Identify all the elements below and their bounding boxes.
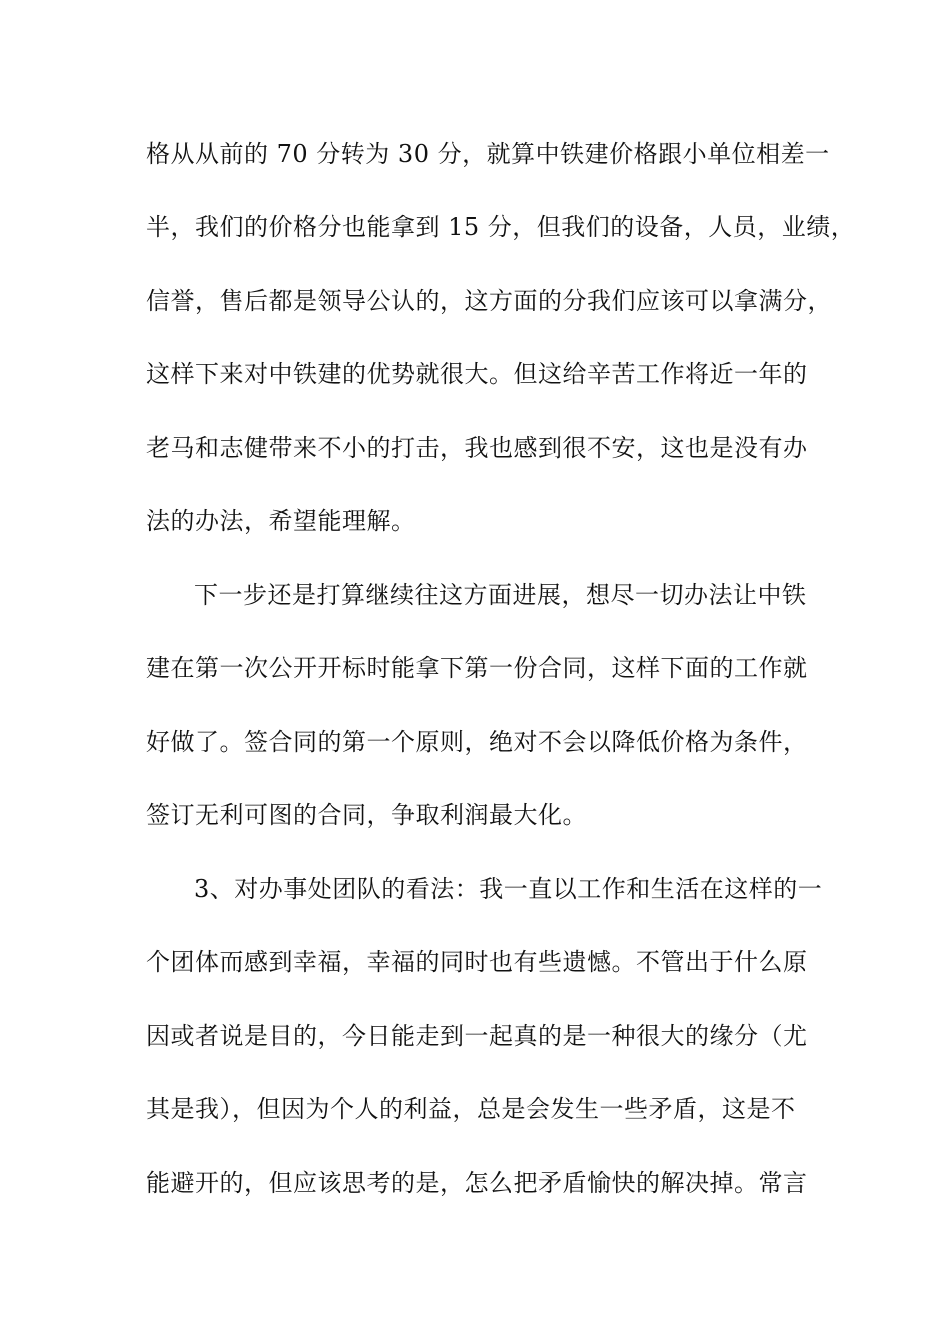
text-line-10: 签订无利可图的合同，争取利润最大化。 [146, 801, 587, 829]
text-line-4: 这样下来对中铁建的优势就很大。但这给辛苦工作将近一年的 [146, 360, 808, 388]
text-line-7: 下一步还是打算继续往这方面进展，想尽一切办法让中铁 [194, 581, 807, 609]
text-line-3: 信誉，售后都是领导公认的，这方面的分我们应该可以拿满分， [146, 287, 832, 315]
text-line-11: 3、对办事处团队的看法：我一直以工作和生活在这样的一 [194, 875, 823, 903]
text-line-9: 好做了。签合同的第一个原则，绝对不会以降低价格为条件， [146, 728, 808, 756]
text-line-2: 半，我们的价格分也能拿到 15 分，但我们的设备，人员，业绩， [146, 213, 856, 241]
text-line-14: 其是我），但因为个人的利益，总是会发生一些矛盾，这是不 [146, 1095, 796, 1123]
text-line-13: 因或者说是目的，今日能走到一起真的是一种很大的缘分（尤 [146, 1022, 808, 1050]
text-line-6: 法的办法，希望能理解。 [146, 507, 416, 535]
text-line-12: 个团体而感到幸福，幸福的同时也有些遗憾。不管出于什么原 [146, 948, 808, 976]
text-line-1: 格从从前的 70 分转为 30 分，就算中铁建价格跟小单位相差一 [146, 140, 830, 168]
text-line-15: 能避开的，但应该思考的是，怎么把矛盾愉快的解决掉。常言 [146, 1169, 808, 1197]
text-line-8: 建在第一次公开开标时能拿下第一份合同，这样下面的工作就 [146, 654, 808, 682]
text-line-5: 老马和志健带来不小的打击，我也感到很不安，这也是没有办 [146, 434, 808, 462]
